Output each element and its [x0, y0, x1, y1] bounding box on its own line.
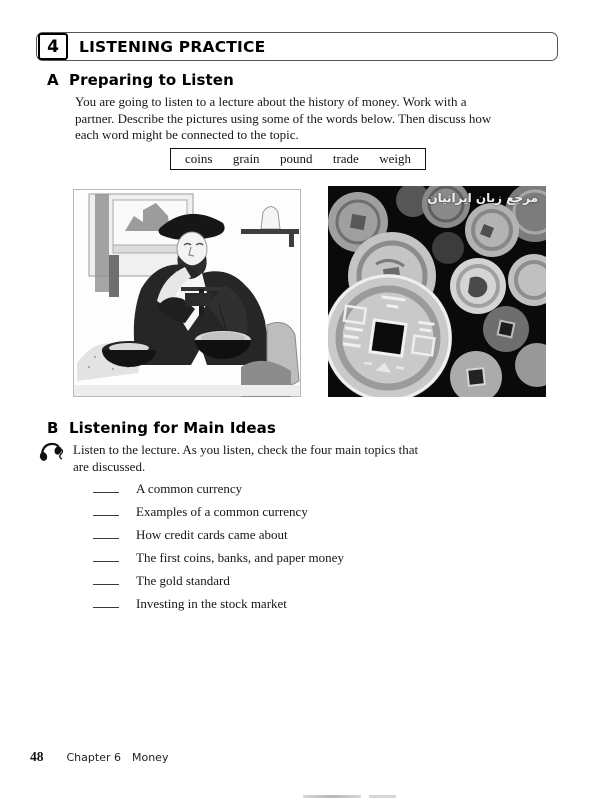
unit-title: LISTENING PRACTICE [79, 37, 266, 56]
answer-blank [93, 527, 119, 539]
vocabulary-word-box [170, 148, 426, 170]
instruction-line: are discussed. [73, 458, 146, 474]
photo-watermark: مرجع زبان ایرانیان [427, 191, 538, 205]
checklist-item [93, 527, 344, 550]
checklist-item [93, 596, 344, 619]
vocab-word: grain [232, 151, 260, 166]
checklist-label: A common currency [136, 481, 243, 496]
headphones-icon [38, 441, 66, 468]
checklist-item [93, 481, 344, 504]
checklist-item [93, 504, 344, 527]
scan-artifact [303, 795, 361, 798]
section-b-title: Listening for Main Ideas [69, 419, 276, 437]
checklist-item [93, 550, 344, 573]
instruction-line: You are going to listen to a lecture about the history of money. Work with a [75, 94, 467, 109]
scan-artifact [369, 795, 396, 798]
chapter-title: Money [131, 751, 169, 764]
answer-blank [93, 550, 119, 562]
answer-blank [93, 596, 119, 608]
checklist-label: Investing in the stock market [136, 596, 287, 611]
section-a-letter: A [47, 71, 59, 89]
vocab-word: coins [185, 151, 213, 166]
merchant-illustration-svg [73, 189, 301, 397]
checklist-label: How credit cards came about [136, 527, 288, 542]
section-b-letter: B [47, 419, 59, 437]
instruction-line: partner. Describe the pictures using some of the words below. Then discuss how [75, 110, 492, 126]
checklist-label: Examples of a common currency [136, 504, 308, 519]
vocab-word: pound [279, 151, 313, 166]
answer-blank [93, 481, 119, 493]
answer-blank [93, 573, 119, 585]
unit-number-badge: 4 [38, 33, 68, 60]
vocab-word: trade [332, 151, 359, 166]
instruction-line: each word might be connected to the topic. [75, 127, 299, 142]
checklist-label: The first coins, banks, and paper money [136, 550, 344, 565]
checklist-item [93, 573, 344, 596]
section-a-instructions [75, 94, 491, 144]
merchant-weighing-illustration [73, 189, 301, 397]
page-number: 48 [30, 749, 44, 764]
page-footer [30, 749, 168, 765]
section-a-title: Preparing to Listen [69, 71, 234, 89]
chapter-label: Chapter 6 [66, 751, 121, 764]
section-b-instructions [73, 442, 418, 475]
checklist-label: The gold standard [136, 573, 230, 588]
vocab-word: weigh [379, 151, 411, 166]
section-a-heading [47, 71, 234, 89]
answer-blank [93, 504, 119, 516]
ancient-coins-photo [328, 186, 546, 397]
coins-photo-svg [328, 186, 546, 397]
instruction-line: Listen to the lecture. As you listen, check the four main topics that [73, 442, 419, 457]
section-b-heading [47, 419, 276, 437]
main-topics-checklist [93, 481, 344, 619]
unit-header [36, 32, 558, 61]
